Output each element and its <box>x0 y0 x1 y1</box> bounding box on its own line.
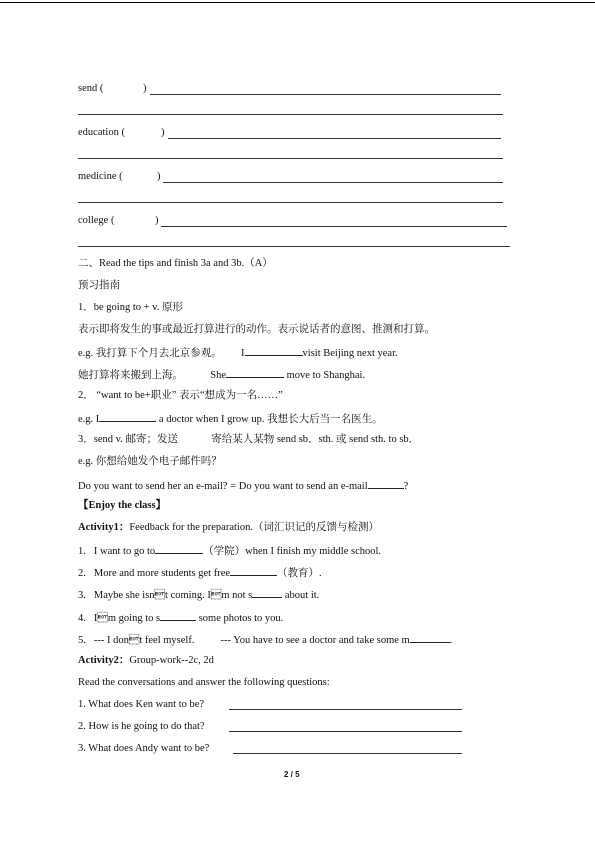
question-4 <box>78 610 283 625</box>
enjoy-heading: 【Enjoy the class】 <box>78 500 167 511</box>
header-rule <box>0 2 595 3</box>
vocab-medicine-extra-line[interactable] <box>78 202 503 203</box>
question-5-number: 5. <box>78 635 86 646</box>
tip1-example-b-rest: move to Shanghai. <box>286 370 366 381</box>
vocab-send-label: send ( <box>78 83 104 94</box>
comprehension-answer-line-1[interactable] <box>229 709 462 710</box>
question-4-post: some photos to you. <box>198 613 284 624</box>
vocab-college-label: college ( <box>78 215 115 226</box>
tip2-example-post: a doctor when I grow up. 我想长大后当一名医生。 <box>158 414 383 425</box>
section2-guide: 预习指南 <box>78 280 120 291</box>
question-2-blank[interactable] <box>230 565 277 576</box>
vocab-medicine-answer-line[interactable] <box>163 182 503 183</box>
section2-heading: 二、Read the tips and finish 3a and 3b.（A） <box>78 258 273 269</box>
question-1-pre: I want to go to <box>93 546 156 557</box>
vocab-education-answer-line[interactable] <box>168 138 501 139</box>
vocab-college-extra-line[interactable] <box>78 246 510 247</box>
tip2-example <box>78 411 383 426</box>
tip1-example-a-cn: e.g. 我打算下个月去北京参观。 <box>78 348 222 359</box>
question-5-post: . <box>449 635 453 646</box>
activity2-title <box>78 654 214 667</box>
question-3-post: about it. <box>284 590 320 601</box>
question-4-pre: Im going to s <box>93 613 161 624</box>
activity2-label: Activity2： <box>78 655 130 666</box>
comprehension-question-1: 1. What does Ken want to be? <box>78 699 205 710</box>
question-3-blank[interactable] <box>252 587 282 598</box>
question-5 <box>78 632 452 647</box>
comprehension-question-3: 3. What does Andy want to be? <box>78 743 210 754</box>
vocab-send-extra-line[interactable] <box>78 114 503 115</box>
question-3-number: 3. <box>78 590 86 601</box>
question-1-post: （学院）when I finish my middle school. <box>203 546 382 557</box>
comprehension-answer-line-2[interactable] <box>229 731 462 732</box>
tip3-title-b: 寄给某人某物 send sb．sth. 或 send sth. to sb． <box>211 434 420 445</box>
vocab-education-extra-line[interactable] <box>78 158 503 159</box>
comprehension-question-2: 2. How is he going to do that? <box>78 721 205 732</box>
tip3-title <box>78 433 419 446</box>
question-5-blank[interactable] <box>410 632 450 643</box>
tip1-description: 表示即将发生的事或最近打算进行的动作。表示说话者的意图、推测和打算。 <box>78 324 435 335</box>
tip1-example-a-blank[interactable] <box>245 345 303 356</box>
vocab-college-answer-line[interactable] <box>161 226 507 227</box>
question-1-blank[interactable] <box>155 543 203 554</box>
question-4-number: 4. <box>78 613 86 624</box>
tip3-example-cn: e.g. 你想给她发个电子邮件吗？ <box>78 456 222 467</box>
tip3-example-en-pre: Do you want to send her an e-mail? = Do you want to send an e-mail <box>78 481 368 492</box>
tip2-example-pre: e.g. I <box>78 414 100 425</box>
question-3-pre: Maybe she isnt coming. Im not s <box>93 590 253 601</box>
activity2-text: Group-work--2c, 2d <box>129 655 214 666</box>
question-2-number: 2. <box>78 568 86 579</box>
question-5-a: --- I dont feel myself. <box>93 635 195 646</box>
activity2-intro: Read the conversations and answer the following questions: <box>78 677 330 688</box>
vocab-send-close: ) <box>143 83 147 94</box>
question-1 <box>78 543 381 558</box>
tip1-example-b <box>78 367 365 382</box>
tip1-example-a-rest: visit Beijing next year. <box>302 348 398 359</box>
activity1-label: Activity1： <box>78 522 130 533</box>
tip3-example-en-post: ? <box>403 481 409 492</box>
question-2-post: （教育）. <box>277 568 322 579</box>
tip1-example-a-subject: I <box>241 348 245 359</box>
activity1-title <box>78 521 379 534</box>
tip3-example-en <box>78 478 408 493</box>
vocab-college-close: ) <box>155 215 159 226</box>
vocab-send-answer-line[interactable] <box>150 94 501 95</box>
tip1-title: 1．be going to + v. 原形 <box>78 302 183 313</box>
page-number: 2 / 5 <box>284 770 300 779</box>
vocab-education-close: ) <box>161 127 165 138</box>
question-3 <box>78 587 319 602</box>
question-4-blank[interactable] <box>160 610 196 621</box>
vocab-education-label: education ( <box>78 127 125 138</box>
vocab-medicine-label: medicine ( <box>78 171 123 182</box>
vocab-medicine-close: ) <box>157 171 161 182</box>
question-2 <box>78 565 322 580</box>
tip1-example-b-cn: 她打算将来搬到上海。 <box>78 370 183 381</box>
tip1-example-b-blank[interactable] <box>226 367 284 378</box>
question-1-number: 1. <box>78 546 86 557</box>
tip2-title: 2． “want to be+职业” 表示“想成为一名……” <box>78 390 283 401</box>
comprehension-answer-line-3[interactable] <box>233 753 462 754</box>
activity1-text: Feedback for the preparation.（词汇识记的反馈与检测） <box>129 522 379 533</box>
tip1-example-b-subject: She <box>210 370 226 381</box>
question-5-b: --- You have to see a doctor and take some m <box>220 635 410 646</box>
tip1-example-a <box>78 345 398 360</box>
tip3-title-a: 3．send v. 邮寄；发送 <box>78 434 178 445</box>
question-2-pre: More and more students get free <box>93 568 231 579</box>
tip2-example-blank[interactable] <box>99 411 156 422</box>
tip3-example-en-blank[interactable] <box>368 478 404 489</box>
